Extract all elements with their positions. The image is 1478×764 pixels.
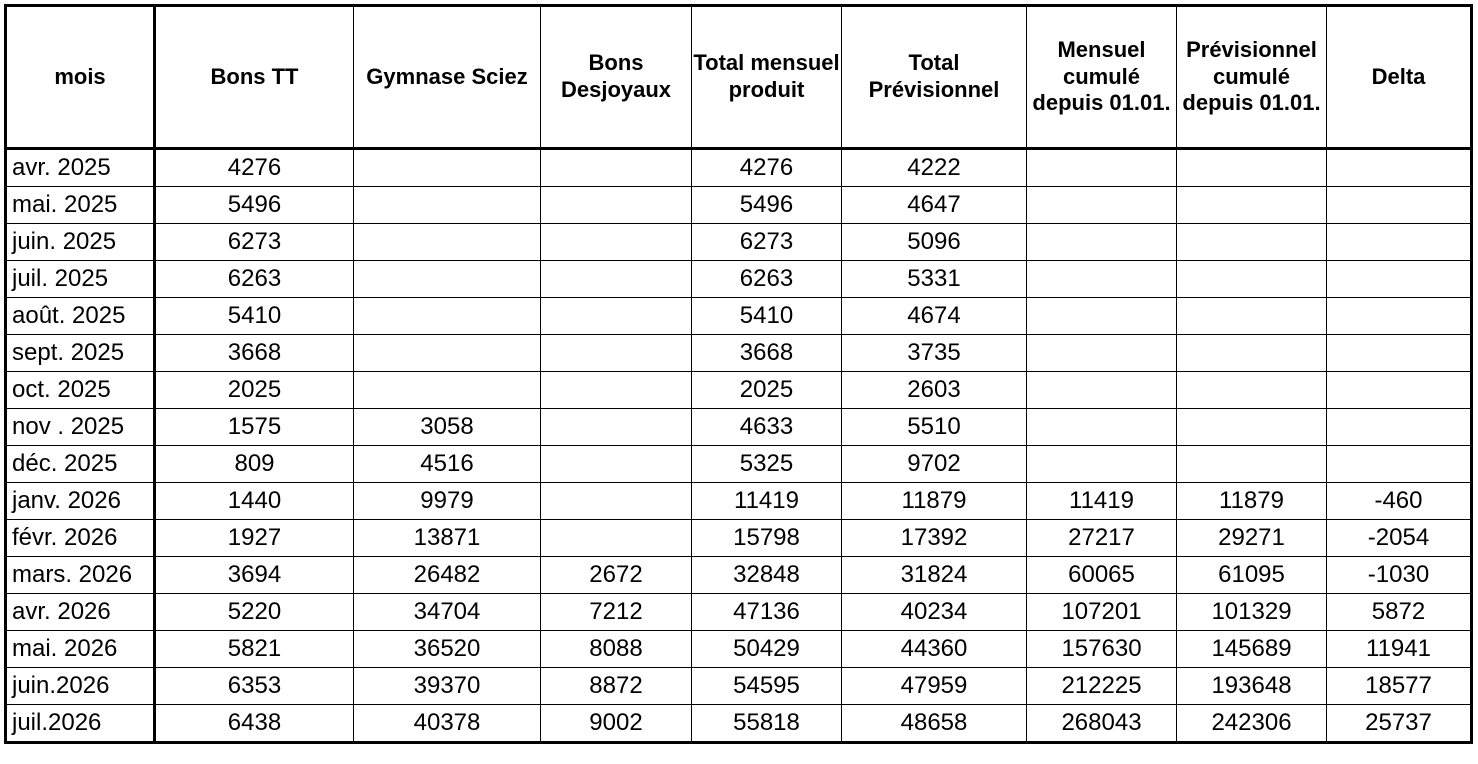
value-cell: 1440 (155, 483, 354, 520)
table-row (6, 224, 1472, 261)
table-row (6, 409, 1472, 446)
value-cell: 2603 (842, 372, 1027, 409)
value-cell: 6263 (692, 261, 842, 298)
column-header: Total mensuel produit (692, 6, 842, 149)
table-row (6, 483, 1472, 520)
value-cell (354, 335, 541, 372)
header-row (6, 6, 1472, 149)
value-cell (541, 187, 692, 224)
data-table (4, 4, 1473, 744)
value-cell: 18577 (1327, 668, 1472, 705)
value-cell (1027, 335, 1177, 372)
value-cell (541, 335, 692, 372)
value-cell: 5096 (842, 224, 1027, 261)
value-cell (541, 483, 692, 520)
value-cell (541, 446, 692, 483)
month-cell: août. 2025 (6, 298, 155, 335)
month-cell: oct. 2025 (6, 372, 155, 409)
value-cell (1327, 409, 1472, 446)
table-row (6, 668, 1472, 705)
table-row (6, 298, 1472, 335)
value-cell: 4276 (692, 149, 842, 187)
value-cell: 5872 (1327, 594, 1472, 631)
value-cell (1027, 261, 1177, 298)
value-cell (354, 149, 541, 187)
value-cell: 1927 (155, 520, 354, 557)
value-cell (1327, 335, 1472, 372)
value-cell: 3668 (155, 335, 354, 372)
value-cell (541, 224, 692, 261)
column-header: Total Prévisionnel (842, 6, 1027, 149)
value-cell: 6438 (155, 705, 354, 743)
value-cell: -460 (1327, 483, 1472, 520)
value-cell (1177, 261, 1327, 298)
value-cell: 5410 (155, 298, 354, 335)
column-header: Bons TT (155, 6, 354, 149)
value-cell: 27217 (1027, 520, 1177, 557)
value-cell: 39370 (354, 668, 541, 705)
value-cell (1177, 298, 1327, 335)
table-row (6, 520, 1472, 557)
value-cell: 11941 (1327, 631, 1472, 668)
value-cell (1327, 372, 1472, 409)
value-cell: 4222 (842, 149, 1027, 187)
month-cell: avr. 2026 (6, 594, 155, 631)
month-cell: juil. 2025 (6, 261, 155, 298)
value-cell: 4647 (842, 187, 1027, 224)
table-row (6, 446, 1472, 483)
value-cell: 6263 (155, 261, 354, 298)
month-cell: déc. 2025 (6, 446, 155, 483)
value-cell: 54595 (692, 668, 842, 705)
value-cell: 3058 (354, 409, 541, 446)
month-cell: nov . 2025 (6, 409, 155, 446)
month-cell: juin.2026 (6, 668, 155, 705)
value-cell: 26482 (354, 557, 541, 594)
value-cell (1027, 187, 1177, 224)
table-row (6, 261, 1472, 298)
value-cell: 5220 (155, 594, 354, 631)
value-cell (1177, 446, 1327, 483)
value-cell: 50429 (692, 631, 842, 668)
value-cell (354, 187, 541, 224)
value-cell: 34704 (354, 594, 541, 631)
value-cell (1177, 224, 1327, 261)
value-cell (1027, 409, 1177, 446)
value-cell: 5821 (155, 631, 354, 668)
table-header (6, 6, 1472, 149)
value-cell: 31824 (842, 557, 1027, 594)
month-cell: sept. 2025 (6, 335, 155, 372)
value-cell (1177, 409, 1327, 446)
value-cell: 15798 (692, 520, 842, 557)
table-row (6, 631, 1472, 668)
value-cell (354, 372, 541, 409)
value-cell: 107201 (1027, 594, 1177, 631)
value-cell: 268043 (1027, 705, 1177, 743)
value-cell: 8872 (541, 668, 692, 705)
value-cell: 6273 (155, 224, 354, 261)
value-cell: 55818 (692, 705, 842, 743)
value-cell: 2025 (692, 372, 842, 409)
value-cell (354, 224, 541, 261)
value-cell: 36520 (354, 631, 541, 668)
value-cell: 3735 (842, 335, 1027, 372)
table-row (6, 705, 1472, 743)
value-cell: 32848 (692, 557, 842, 594)
value-cell: 4516 (354, 446, 541, 483)
value-cell (354, 261, 541, 298)
value-cell: 13871 (354, 520, 541, 557)
value-cell: 5331 (842, 261, 1027, 298)
table-body (6, 149, 1472, 743)
value-cell (1177, 372, 1327, 409)
value-cell: 11419 (692, 483, 842, 520)
value-cell: 5496 (692, 187, 842, 224)
value-cell: 29271 (1177, 520, 1327, 557)
value-cell: 101329 (1177, 594, 1327, 631)
value-cell: 17392 (842, 520, 1027, 557)
column-header: Bons Desjoyaux (541, 6, 692, 149)
value-cell (1027, 446, 1177, 483)
month-cell: mars. 2026 (6, 557, 155, 594)
value-cell: 212225 (1027, 668, 1177, 705)
value-cell (1327, 224, 1472, 261)
value-cell: 25737 (1327, 705, 1472, 743)
month-cell: avr. 2025 (6, 149, 155, 187)
value-cell: 9979 (354, 483, 541, 520)
value-cell: 157630 (1027, 631, 1177, 668)
value-cell: 5410 (692, 298, 842, 335)
value-cell (1327, 149, 1472, 187)
value-cell: 4633 (692, 409, 842, 446)
value-cell: 5496 (155, 187, 354, 224)
value-cell (541, 149, 692, 187)
value-cell: 1575 (155, 409, 354, 446)
table-row (6, 187, 1472, 224)
value-cell (1027, 372, 1177, 409)
value-cell (1027, 298, 1177, 335)
table-row (6, 594, 1472, 631)
value-cell (354, 298, 541, 335)
value-cell: 809 (155, 446, 354, 483)
value-cell: 40378 (354, 705, 541, 743)
value-cell: 9702 (842, 446, 1027, 483)
value-cell: 6353 (155, 668, 354, 705)
value-cell (1327, 446, 1472, 483)
column-header: Gymnase Sciez (354, 6, 541, 149)
value-cell (541, 409, 692, 446)
table-row (6, 557, 1472, 594)
table-row (6, 372, 1472, 409)
value-cell: 11419 (1027, 483, 1177, 520)
value-cell: 242306 (1177, 705, 1327, 743)
month-cell: juil.2026 (6, 705, 155, 743)
value-cell: 5325 (692, 446, 842, 483)
value-cell: 11879 (1177, 483, 1327, 520)
column-header: Mensuel cumulé depuis 01.01. (1027, 6, 1177, 149)
table-row (6, 149, 1472, 187)
value-cell: -1030 (1327, 557, 1472, 594)
value-cell (1027, 224, 1177, 261)
value-cell: 61095 (1177, 557, 1327, 594)
value-cell (1177, 335, 1327, 372)
value-cell (1327, 187, 1472, 224)
value-cell (1027, 149, 1177, 187)
value-cell (1327, 261, 1472, 298)
value-cell: 4276 (155, 149, 354, 187)
month-cell: janv. 2026 (6, 483, 155, 520)
column-header: mois (6, 6, 155, 149)
value-cell: 44360 (842, 631, 1027, 668)
value-cell: 8088 (541, 631, 692, 668)
value-cell: 60065 (1027, 557, 1177, 594)
value-cell (541, 261, 692, 298)
value-cell: 48658 (842, 705, 1027, 743)
month-cell: mai. 2026 (6, 631, 155, 668)
month-cell: mai. 2025 (6, 187, 155, 224)
value-cell: 193648 (1177, 668, 1327, 705)
column-header: Prévisionnel cumulé depuis 01.01. (1177, 6, 1327, 149)
column-header: Delta (1327, 6, 1472, 149)
value-cell: 4674 (842, 298, 1027, 335)
value-cell: 3668 (692, 335, 842, 372)
value-cell: 145689 (1177, 631, 1327, 668)
value-cell: 6273 (692, 224, 842, 261)
value-cell: 3694 (155, 557, 354, 594)
value-cell: 40234 (842, 594, 1027, 631)
value-cell: 2025 (155, 372, 354, 409)
value-cell: 5510 (842, 409, 1027, 446)
value-cell (1327, 298, 1472, 335)
value-cell (541, 298, 692, 335)
value-cell (541, 372, 692, 409)
table-row (6, 335, 1472, 372)
value-cell (1177, 187, 1327, 224)
value-cell: 11879 (842, 483, 1027, 520)
value-cell: 2672 (541, 557, 692, 594)
value-cell: -2054 (1327, 520, 1472, 557)
value-cell: 7212 (541, 594, 692, 631)
month-cell: juin. 2025 (6, 224, 155, 261)
value-cell: 47959 (842, 668, 1027, 705)
value-cell (1177, 149, 1327, 187)
month-cell: févr. 2026 (6, 520, 155, 557)
value-cell: 9002 (541, 705, 692, 743)
value-cell (541, 520, 692, 557)
value-cell: 47136 (692, 594, 842, 631)
